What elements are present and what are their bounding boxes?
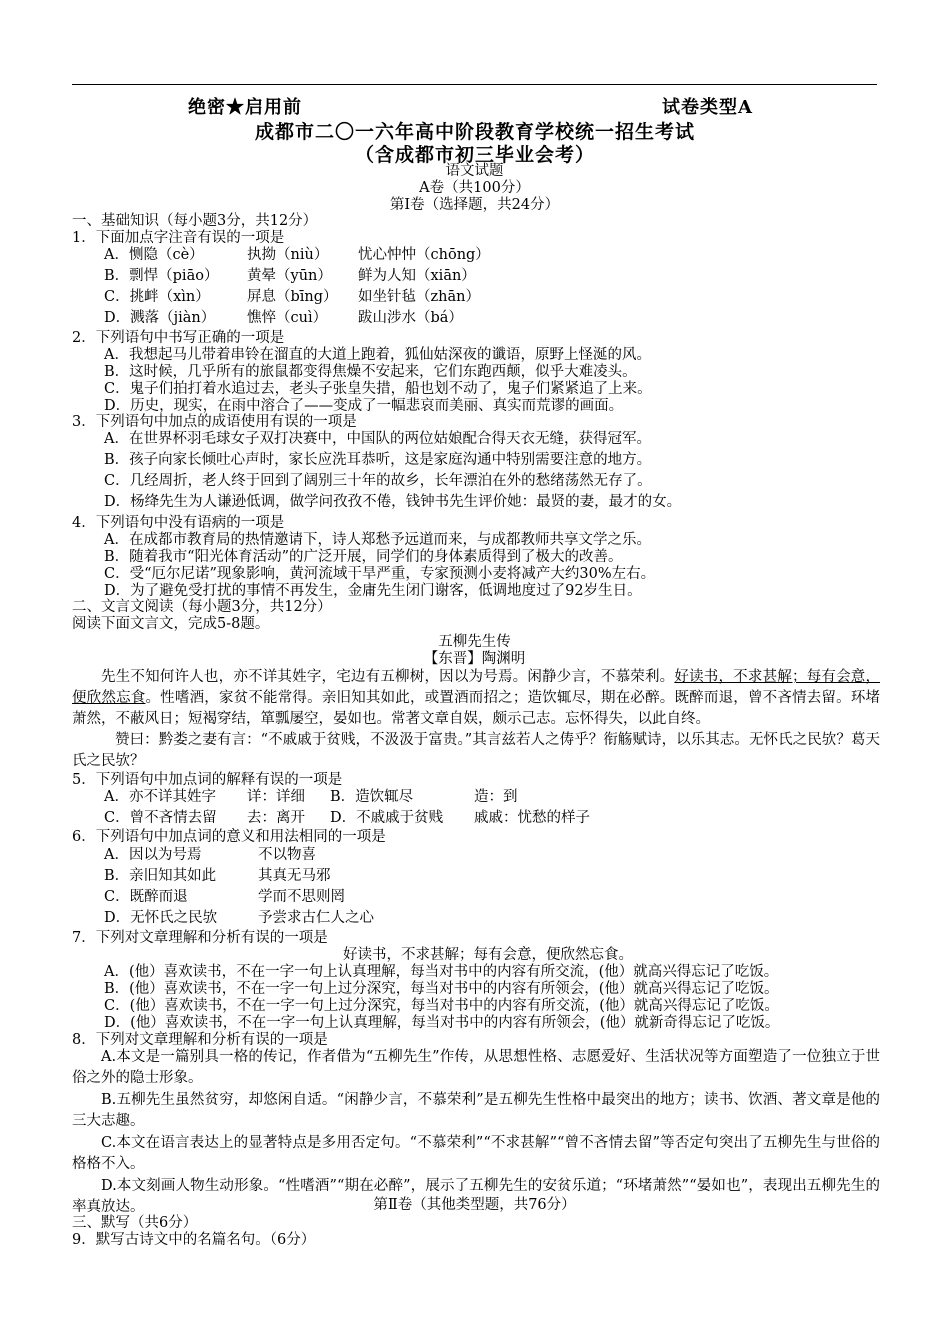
q5-b-text: B．造饮辄尽	[330, 789, 414, 805]
q6-stem: 6．下列语句中加点词的意义和用法相同的一项是	[72, 829, 386, 845]
q5-a-meaning: 详：详细	[247, 789, 305, 805]
q6-d-2: 予尝求古仁人之心	[258, 910, 374, 926]
section-3-title: 三、默写（共6分）	[72, 1215, 198, 1231]
passage-paragraph-1	[72, 667, 880, 730]
passage-author: 【东晋】陶渊明	[423, 651, 526, 667]
q6-c-2: 学而不思则罔	[258, 889, 345, 905]
q4-option-a: A．在成都市教育局的热情邀请下，诗人郑愁予远道而来，与成都教师共享文学之乐。	[104, 532, 651, 548]
q7-option-d: D．(他）喜欢读书，不在一字一句上认真理解，每当对书中的内容有所领会，(他）就新奇得忘记了吃饭。	[104, 1015, 780, 1031]
q5-c-meaning: 去：离开	[247, 810, 305, 826]
q3-option-b: B．孩子向家长倾吐心声时，家长应洗耳恭听，这是家庭沟通中特别需要注意的地方。	[104, 452, 652, 468]
passage-p1-b: 。性嗜酒，家贫不能常得。亲旧知其如此，或置酒而招之；造饮辄尽，期在必醉。既醉而退，曾不吝情去留。环堵萧然，不蔽风日；短褐穿结，箪瓢屡空，晏如也。常著文章自娱，颇示己志。忘怀得失，以此自终。	[72, 690, 881, 727]
q5-stem: 5．下列语句中加点词的解释有误的一项是	[72, 772, 343, 788]
q2-option-c: C．鬼子们拍打着水追过去，老头子张皇失措，船也划不动了，鬼子们紧紧追了上来。	[104, 381, 652, 397]
q5-b-meaning: 造：到	[474, 789, 518, 805]
q1-c-1: C．挑衅（xìn）	[104, 289, 210, 305]
q1-c-3: 如坐针毡（zhān）	[358, 289, 480, 305]
q1-a-2: 执拗（niù）	[247, 247, 329, 263]
q1-d-2: 憔悴（cuì）	[247, 310, 328, 326]
q6-a-2: 不以物喜	[258, 847, 316, 863]
q6-b-2: 其真无马邪	[258, 868, 331, 884]
section-1-title: 一、基础知识（每小题3分，共12分）	[72, 213, 318, 229]
q2-option-b: B．这时候，几乎所有的旅鼠都变得焦燥不安起来，它们东跑西颠，似乎大难凌头。	[104, 364, 637, 380]
part-a-label: A卷（共100分）	[419, 180, 530, 196]
q7-option-b: B．(他）喜欢读书，不在一字一句上过分深究，每当对书中的内容有所领会，(他）就高兴得忘记了吃饭。	[104, 981, 779, 997]
q6-c-1: C．既醉而退	[104, 889, 188, 905]
passage-paragraph-2: 赞曰：黔娄之妻有言：“不戚戚于贫贱，不汲汲于富贵。”其言兹若人之俦乎？衔觞赋诗，以乐其志。无怀氏之民欤？葛天氏之民欤？	[72, 732, 880, 769]
passage-p1-a: 先生不知何许人也，亦不详其姓字，宅边有五柳树，因以为号焉。闲静少言，不慕荣利。	[101, 669, 675, 685]
q1-c-2: 屏息（bīng）	[247, 289, 338, 305]
q2-option-a: A．我想起马儿带着串铃在溜直的大道上跑着，狐仙姑深夜的谶语，原野上怪涎的风。	[104, 347, 651, 363]
q2-stem: 2．下列语句中书写正确的一项是	[72, 330, 285, 346]
q6-d-1: D．无怀氏之民欤	[104, 910, 218, 926]
q3-stem: 3．下列语句中加点的成语使用有误的一项是	[72, 414, 357, 430]
exam-subtitle: （含成都市初三毕业会考）	[354, 144, 595, 166]
q5-d-meaning: 戚戚：忧愁的样子	[474, 810, 590, 826]
q3-option-c: C．几经周折，老人终于回到了阔别三十年的故乡，长年漂泊在外的愁绪荡然无存了。	[104, 473, 652, 489]
q6-b-1: B．亲旧知其如此	[104, 868, 217, 884]
q1-b-1: B．剽悍（piāo）	[104, 268, 219, 284]
q3-option-d: D．杨绛先生为人谦逊低调，做学问孜孜不倦，钱钟书先生评价她：最贤的妻，最才的女。	[104, 494, 682, 510]
q8-option-a: A.本文是一篇别具一格的传记，作者借为“五柳先生”作传，从思想性格、志愿爱好、生活状况等方面塑造了一位独立于世俗之外的隐士形象。	[72, 1049, 880, 1086]
q9-stem: 9．默写古诗文中的名篇名句。（6分）	[72, 1232, 316, 1248]
q5-c-text: C．曾不吝情去留	[104, 810, 217, 826]
q4-stem: 4．下列语句中没有语病的一项是	[72, 515, 285, 531]
q4-option-d: D．为了避免受打扰的事情不再发生，金庸先生闭门谢客，低调地度过了92岁生日。	[104, 583, 642, 599]
q1-b-2: 黄晕（yūn）	[247, 268, 332, 284]
q1-a-1: A．恻隐（cè）	[104, 247, 204, 263]
paper-type-label: 试卷类型A	[662, 97, 753, 118]
secret-label: 绝密★启用前	[188, 97, 302, 118]
q7-option-a: A．(他）喜欢读书，不在一字一句上认真理解，每当对书中的内容有所交流，(他）就高兴得忘记了吃饭。	[104, 964, 779, 980]
top-rule	[72, 84, 877, 85]
section-2-intro: 阅读下面文言文，完成5-8题。	[72, 616, 270, 632]
q5-a-text: A．亦不详其姓字	[104, 789, 216, 805]
q1-d-1: D．溅落（jiàn）	[104, 310, 216, 326]
q4-option-b: B．随着我市“阳光体育活动”的广泛开展，同学们的身体素质得到了极大的改善。	[104, 549, 623, 565]
q2-option-d: D．历史，现实，在雨中溶合了——变成了一幅悲哀而美丽、真实而荒谬的画面。	[104, 398, 624, 414]
q1-a-3: 忧心忡忡（chōng）	[358, 247, 490, 263]
q7-option-c: C．(他）喜欢读书，不在一字一句上过分深究，每当对书中的内容有所交流，(他）就高兴得忘记了吃饭。	[104, 998, 779, 1014]
q1-d-3: 跋山涉水（bá）	[358, 310, 463, 326]
q7-quote: 好读书，不求甚解；每有会意，便欣然忘食。	[343, 947, 633, 963]
q3-option-a: A．在世界杯羽毛球女子双打决赛中，中国队的两位姑娘配合得天衣无缝，获得冠军。	[104, 431, 651, 447]
volume-1-label: 第Ⅰ卷（选择题，共24分）	[389, 197, 560, 213]
q8-option-c: C.本文在语言表达上的显著特点是多用否定句。“不慕荣利”“不求甚解”“曾不吝情去留”等否定句突出了五柳先生与世俗的格格不入。	[72, 1135, 880, 1172]
subject-label: 语文试题	[445, 163, 504, 179]
q5-d-text: D．不戚戚于贫贱	[330, 810, 444, 826]
section-2-title: 二、文言文阅读（每小题3分，共12分）	[72, 599, 332, 615]
passage-title: 五柳先生传	[438, 634, 511, 650]
volume-2-label: 第Ⅱ卷（其他类型题，共76分）	[373, 1197, 576, 1213]
q1-b-3: 鲜为人知（xiān）	[358, 268, 476, 284]
q8-option-b: B.五柳先生虽然贫穷，却悠闲自适。“闲静少言，不慕荣利”是五柳先生性格中最突出的地方；读书、饮酒、著文章是他的三大志趣。	[72, 1092, 880, 1129]
passage-underlined-sentence: 好读书，不求甚解；每有会意，便欣然忘食	[72, 669, 880, 706]
q4-option-c: C．受“厄尔尼诺”现象影响，黄河流域干旱严重，专家预测小麦将减产大约30%左右。	[104, 566, 656, 582]
q1-stem: 1．下面加点字注音有误的一项是	[72, 230, 285, 246]
q6-a-1: A．因以为号焉	[104, 847, 202, 863]
exam-title: 成都市二〇一六年高中阶段教育学校统一招生考试	[254, 121, 695, 143]
q7-stem: 7．下列对文章理解和分析有误的一项是	[72, 930, 328, 946]
q8-stem: 8．下列对文章理解和分析有误的一项是	[72, 1032, 328, 1048]
q8-option-d: D.本文刻画人物生动形象。“性嗜酒”“期在必醉”，展示了五柳先生的安贫乐道；“环堵萧然”“晏如也”，表现出五柳先生的率真放达。	[72, 1178, 880, 1215]
